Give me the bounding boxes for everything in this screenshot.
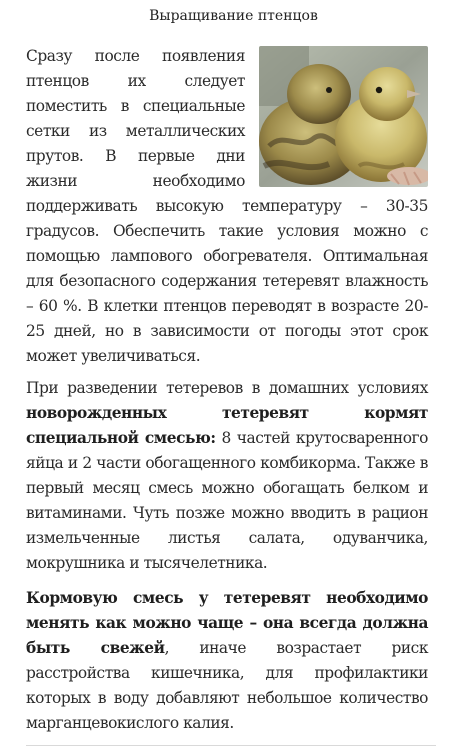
article-title: Выращивание птенцов [149, 8, 318, 24]
paragraph2-bold: новорожденных тетеревят кормят специальной смесью: [26, 404, 428, 447]
paragraph2-rest: 8 частей крутосваренного яйца и 2 части обогащенного комбикорма. Также в первый месяц смесь можно обогащать белком и витаминами. Чуть позже можно вводить в рацион измельченные листья салата, одуванчика, мокрушника и тысячелетника. [26, 429, 428, 572]
paragraph3-bold: Кормовую смесь у тетеревят необходимо менять как можно чаще – она всегда должна быть свежей [26, 589, 428, 657]
chick-photo [259, 46, 428, 187]
paragraph3-rest: , иначе возрастает риск расстройства кишечника, для профилактики которых в воду добавляют небольшое количество марганцевокислого калия. [26, 639, 428, 732]
divider [26, 745, 436, 746]
paragraph2-lead: При разведении тетеревов в домашних условиях [26, 379, 428, 397]
paragraph-feeding [26, 376, 428, 576]
paragraph-chick-housing [26, 44, 428, 369]
paragraph-feed-freshness [26, 586, 428, 736]
paragraph1-text: Сразу после появления птенцов их следует поместить в специальные сетки из металлических прутов. В первые дни жизни необходимо поддерживать высокую температуру – 30-35 градусов. Обеспечить такие условия можно с помощью лампового обогревателя. Оптимальная для безопасного содержания тетеревят влажность – 60 %. В клетки птенцов переводят в возрасте 20-25 дней, но в зависимости от погоды этот срок может увеличиваться. [26, 47, 428, 365]
